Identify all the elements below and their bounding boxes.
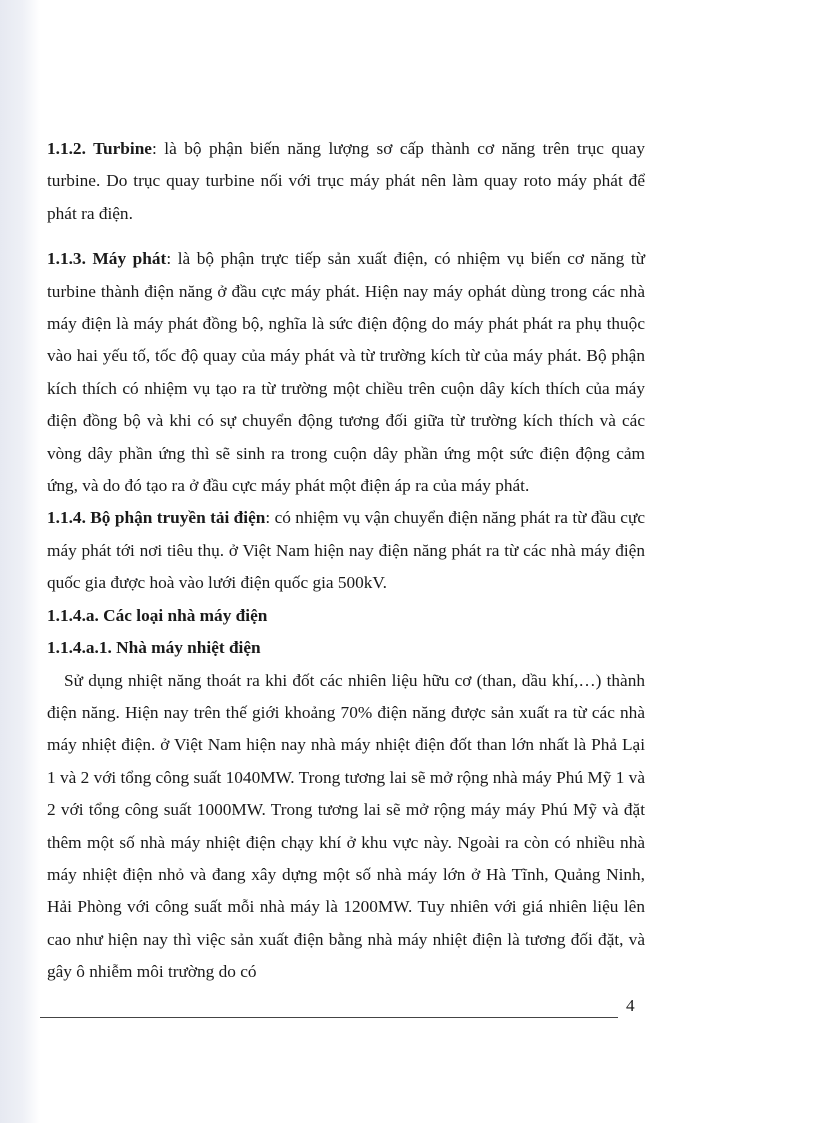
- paragraph-turbine: [47, 133, 645, 230]
- heading-nhiet-dien: 1.1.4.a.1. Nhà máy nhiệt điện: [47, 638, 261, 658]
- section-text-turbine: : là bộ phận biến năng lượng sơ cấp thành cơ năng trên trục quay turbine. Do trục quay turbine nối với trục máy phát nên làm quay roto máy phát để phát ra điện.: [47, 139, 645, 223]
- page-number: 4: [626, 996, 635, 1015]
- paragraph-may-phat: [47, 243, 645, 502]
- section-title-truyen-tai: 1.1.4. Bộ phận truyền tải điện: [47, 508, 266, 528]
- section-title-may-phat: 1.1.3. Máy phát: [47, 249, 167, 269]
- heading-cac-loai-nha-may: 1.1.4.a. Các loại nhà máy điện: [47, 605, 268, 625]
- scan-shadow-edge: [0, 0, 40, 1123]
- paragraph-truyen-tai: [47, 502, 645, 599]
- section-text-may-phat: : là bộ phận trực tiếp sản xuất điện, có nhiệm vụ biến cơ năng từ turbine thành điện năng ở đầu cực máy phát. Hiện nay máy ophát dùng trong các nhà máy điện là máy phát đồng bộ, nghĩa là sức điện động do máy phát phát ra phụ thuộc vào hai yếu tố, tốc độ quay của máy phát và từ trường kích từ của máy phát. Bộ phận kích thích có nhiệm vụ tạo ra từ trường một chiều trên cuộn dây kích thích của máy điện đồng bộ và khi có sự chuyển động tương đối giữa từ trường kích thích và các vòng dây phần ứng thì sẽ sinh ra trong cuộn dây phần ứng một sức điện động cảm ứng, và do đó tạo ra ở đầu cực máy phát một điện áp ra của máy phát.: [47, 249, 645, 496]
- footer-rule: [40, 1017, 618, 1018]
- document-body: [47, 133, 645, 989]
- section-title-turbine: 1.1.2. Turbine: [47, 139, 152, 158]
- section-text-truyen-tai: : có nhiệm vụ vận chuyển điện năng phát ra từ đầu cực máy phát tới nơi tiêu thụ. ở Việt Nam hiện nay điện năng phát ra từ các nhà máy điện quốc gia được hoà vào lưới điện quốc gia 500kV.: [47, 508, 645, 593]
- paragraph-nhiet-dien: Sử dụng nhiệt năng thoát ra khi đốt các nhiên liệu hữu cơ (than, dầu khí,…) thành điện năng. Hiện nay trên thế giới khoảng 70% điện năng được sản xuất ra từ các nhà máy nhiệt điện. ở Việt Nam hiện nay nhà máy nhiệt điện đốt than lớn nhất là Phả Lại 1 và 2 với tổng công suất 1040MW. Trong tương lai sẽ mở rộng nhà máy Phú Mỹ 1 và 2 với tổng công suất 1000MW. Trong tương lai sẽ mở rộng máy máy Phú Mỹ và đặt thêm một số nhà máy nhiệt điện chạy khí ở khu vực này. Ngoài ra còn có nhiều nhà máy nhiệt điện nhỏ và đang xây dựng một số nhà máy lớn ở Hà Tĩnh, Quảng Ninh, Hải Phòng với công suất mỗi nhà máy là 1200MW. Tuy nhiên với giá nhiên liệu lên cao như hiện nay thì việc sản xuất điện bằng nhà máy nhiệt điện là tương đối đặt, và gây ô nhiễm môi trường do có: [47, 670, 645, 982]
